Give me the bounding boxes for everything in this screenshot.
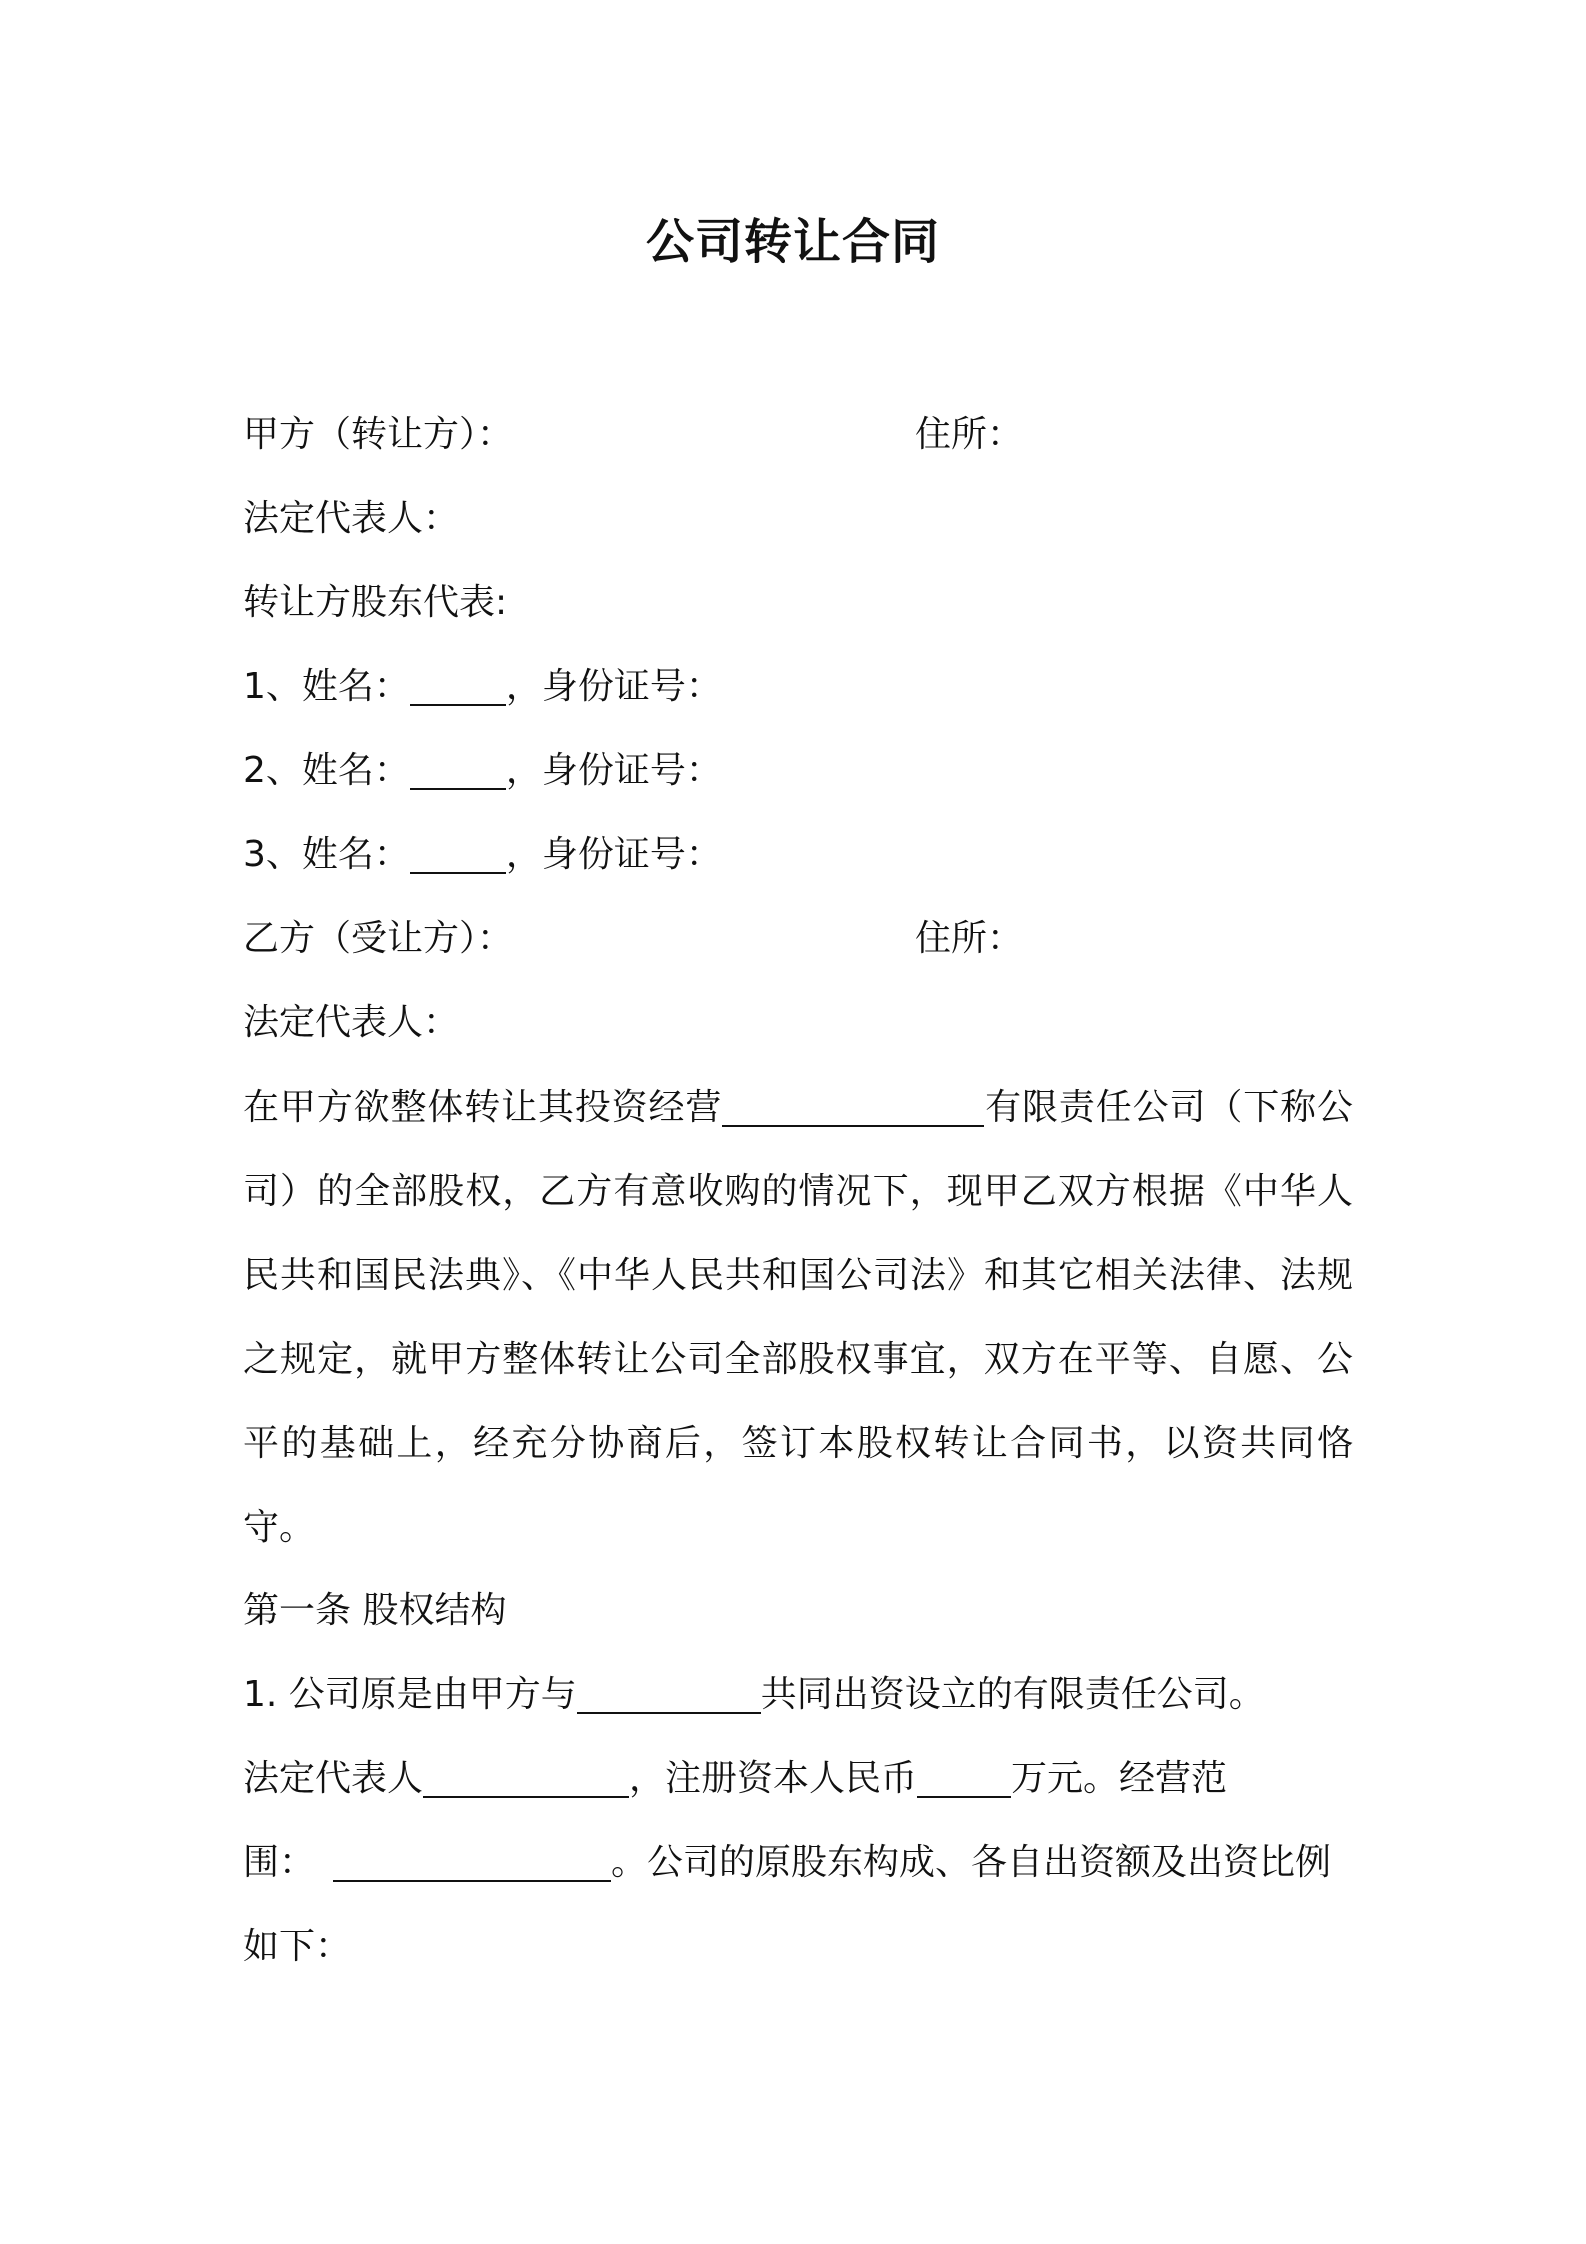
shareholder-name-label: 2、姓名： xyxy=(243,750,410,791)
shareholder-name-blank[interactable] xyxy=(410,668,506,706)
article1-heading: 第一条 股权结构 xyxy=(243,1590,507,1631)
shareholder-row xyxy=(243,746,722,796)
article1-item1-part2: 共同出资设立的有限责任公司。 xyxy=(760,1674,1265,1715)
article1-item1-part1: 1. 公司原是由甲方与 xyxy=(243,1674,577,1715)
article1-scope-line xyxy=(243,1838,1331,1888)
shareholder-name-label: 1、姓名： xyxy=(243,666,410,707)
article1-closing: 如下： xyxy=(243,1926,352,1967)
shareholder-name-blank[interactable] xyxy=(410,752,506,790)
article1-item1 xyxy=(243,1670,1265,1720)
document-title: 公司转让合同 xyxy=(645,214,940,270)
business-scope-blank[interactable] xyxy=(333,1844,611,1882)
co-founder-blank[interactable] xyxy=(577,1676,761,1714)
company-name-blank[interactable] xyxy=(722,1089,984,1127)
shareholder-row xyxy=(243,662,722,712)
shareholder-name-blank[interactable] xyxy=(410,836,506,874)
shareholder-reps-label: 转让方股东代表: xyxy=(243,582,508,623)
party-a-label: 甲方（转让方）： xyxy=(243,414,514,455)
article1-rep-label: 法定代表人 xyxy=(243,1758,424,1799)
shareholder-id-label: ，身份证号： xyxy=(505,834,722,875)
article1-capital-label: ，注册资本人民币 xyxy=(629,1758,918,1799)
legal-rep-blank[interactable] xyxy=(423,1760,629,1798)
party-b-rep-label: 法定代表人： xyxy=(243,1002,460,1043)
preamble-part1: 在甲方欲整体转让其投资经营 xyxy=(243,1087,723,1128)
capital-amount-blank[interactable] xyxy=(917,1760,1011,1798)
party-a-rep-label: 法定代表人： xyxy=(243,498,460,539)
article1-scope-label: 围： xyxy=(243,1842,316,1883)
article1-scope-tail: 。公司的原股东构成、各自出资额及出资比例 xyxy=(611,1842,1332,1883)
party-b-label: 乙方（受让方）： xyxy=(243,918,514,959)
shareholder-row xyxy=(243,830,722,880)
article1-capital-unit: 万元。经营范 xyxy=(1011,1758,1228,1799)
shareholder-id-label: ，身份证号： xyxy=(505,666,722,707)
article1-rep-line xyxy=(243,1754,1227,1804)
party-a-address-label: 住所： xyxy=(915,414,1024,455)
shareholder-name-label: 3、姓名： xyxy=(243,834,410,875)
shareholder-id-label: ，身份证号： xyxy=(505,750,722,791)
party-b-address-label: 住所： xyxy=(915,918,1024,959)
preamble-paragraph xyxy=(243,1066,1353,1570)
preamble-part2: 有限责任公司（下称公司）的全部股权，乙方有意收购的情况下，现甲乙双方根据《中华人民共和国民法典》、《中华人民共和国公司法》和其它相关法律、法规之规定，就甲方整体转让公司全部股权事宜，双方在平等、自愿、公平的基础上，经充分协商后，签订本股权转让合同书，以资共同恪守。 xyxy=(243,1087,1353,1548)
